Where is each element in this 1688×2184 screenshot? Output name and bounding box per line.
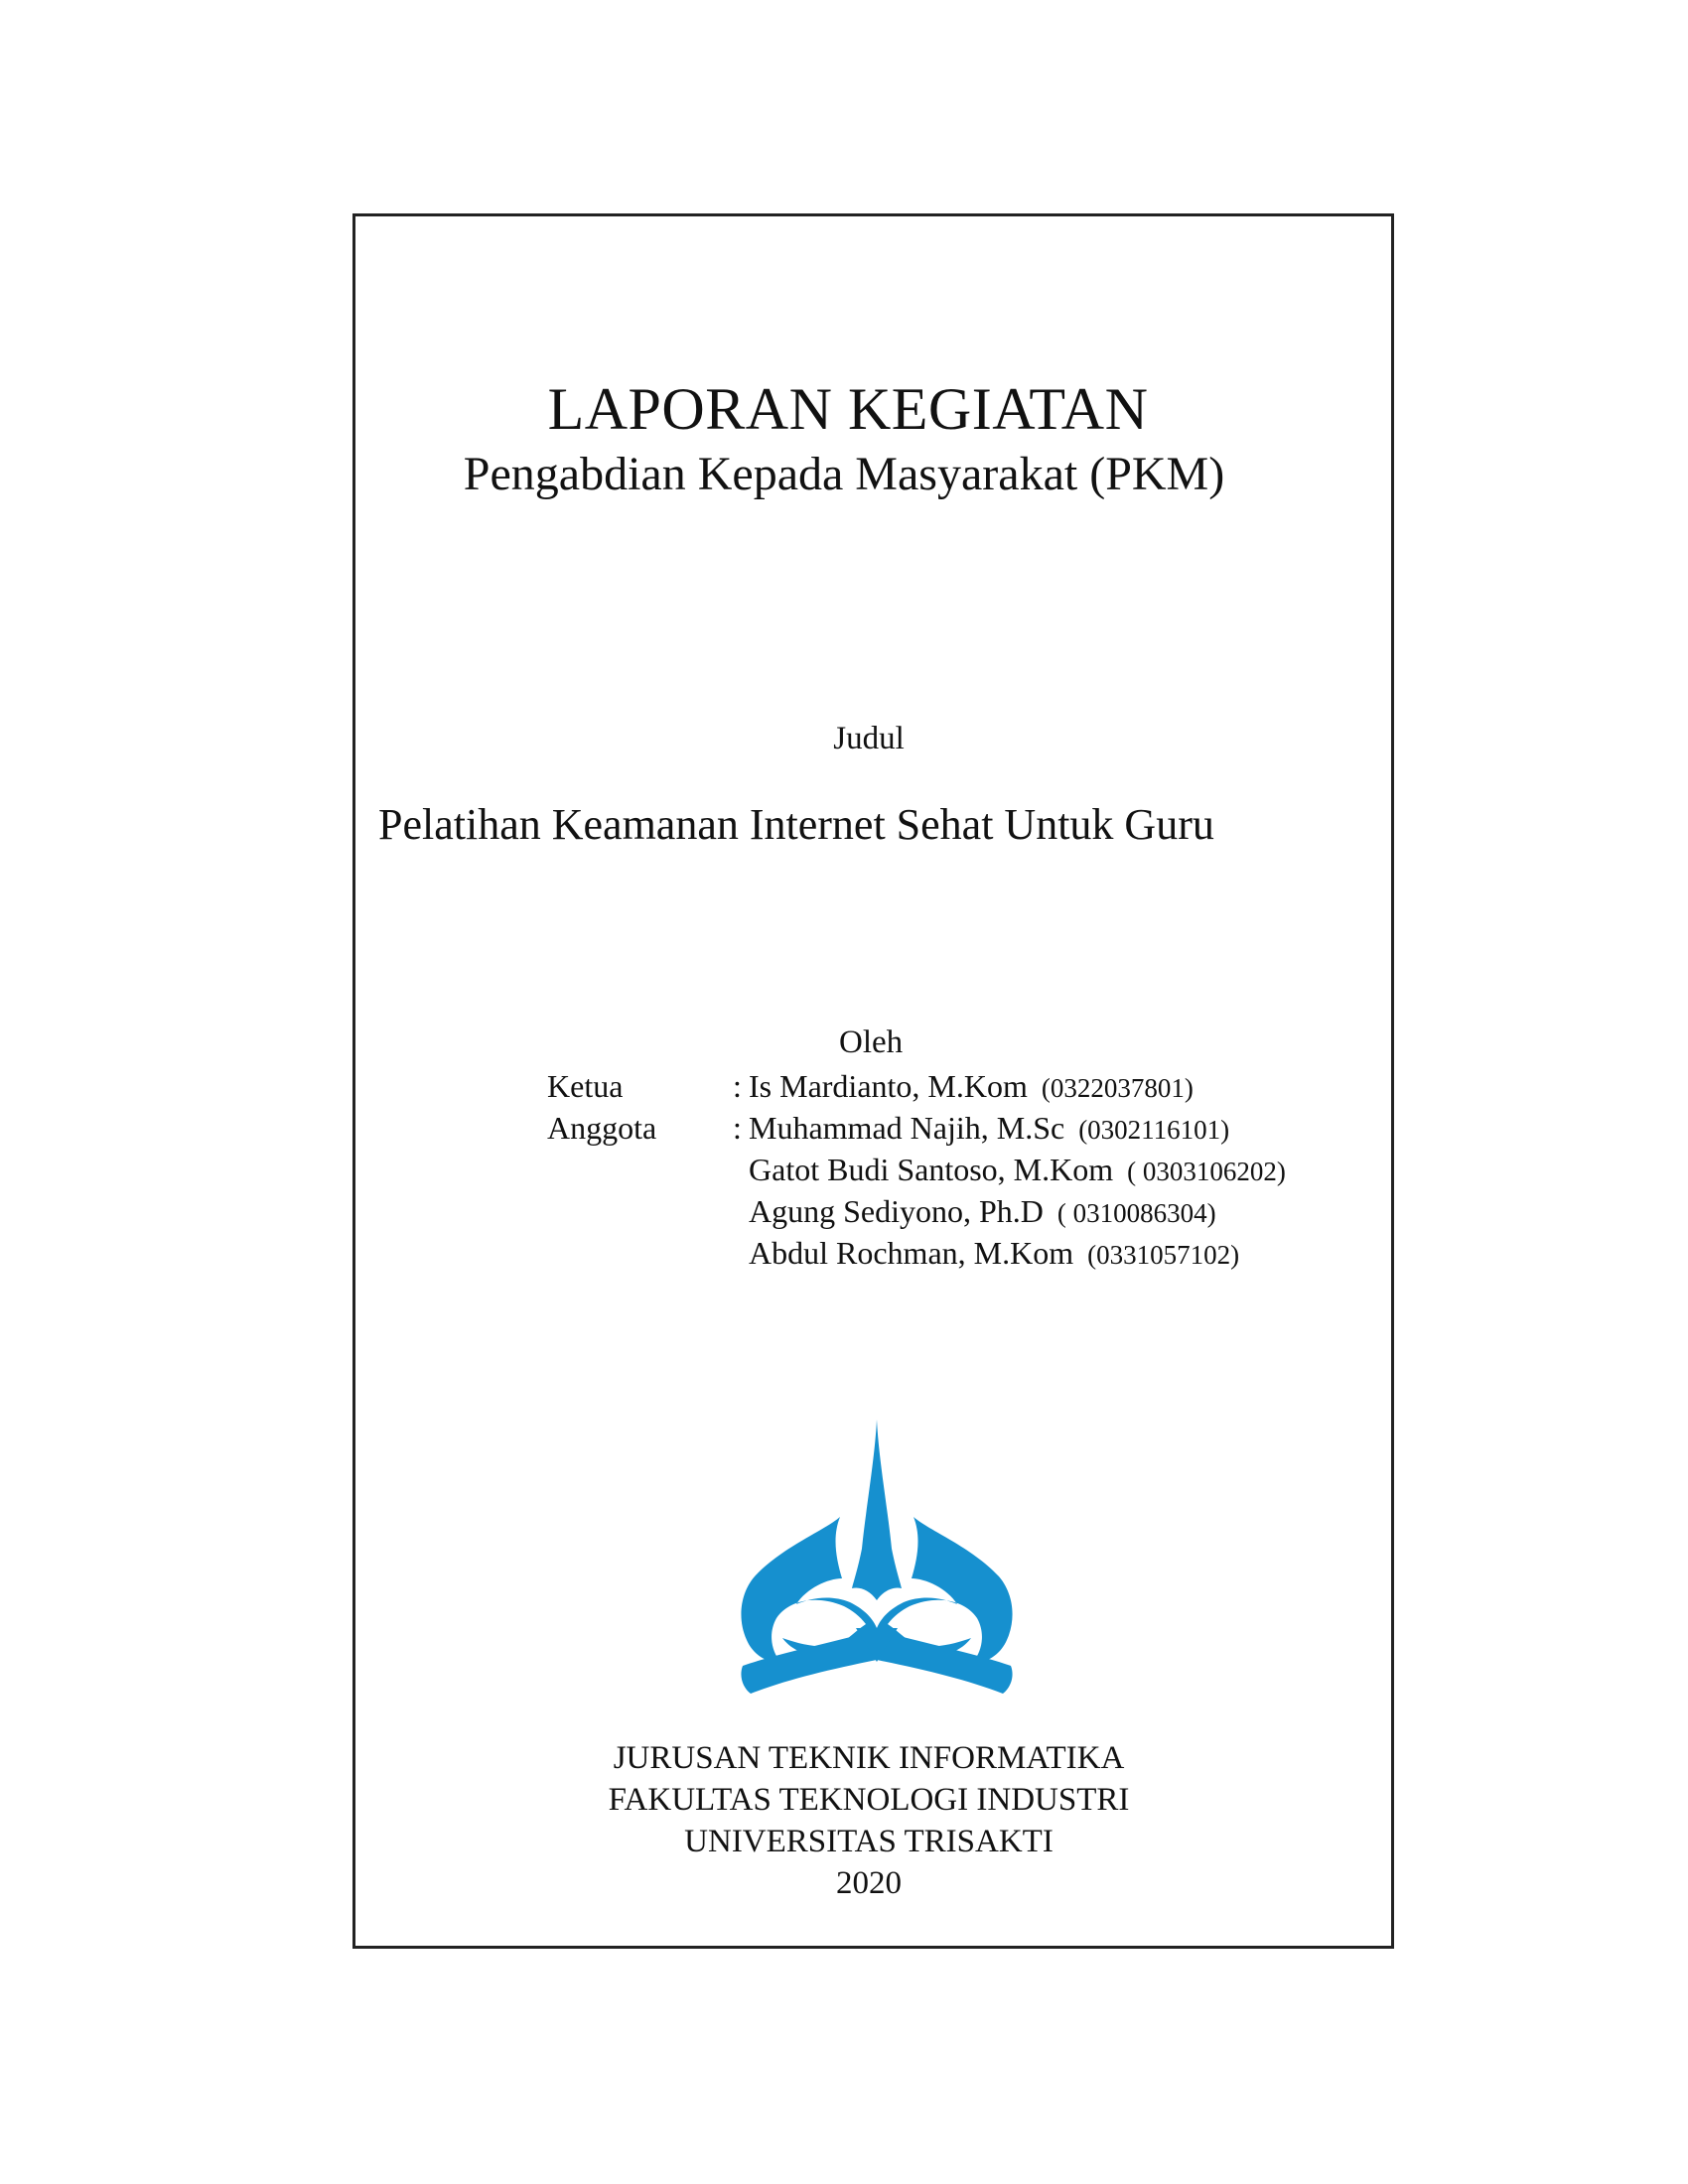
team-row-anggota-2 [547,1149,1286,1190]
university-logo-icon [737,1420,1017,1700]
member-name: Gatot Budi Santoso, M.Kom [749,1152,1114,1187]
member-name: Agung Sediyono, Ph.D [749,1193,1044,1229]
role-anggota: Anggota [547,1110,657,1146]
member-nidn: (0302116101) [1078,1115,1230,1145]
member-nidn: ( 0303106202) [1127,1157,1286,1186]
faculty-line: FAKULTAS TEKNOLOGI INDUSTRI [608,1782,1130,1818]
member-anggota-1 [749,1107,1229,1149]
colon-blank [733,1149,749,1190]
colon: : [733,1110,742,1146]
member-name: Muhammad Najih, M.Sc [749,1110,1065,1146]
judul-text: Pelatihan Keamanan Internet Sehat Untuk Guru [378,800,1214,849]
role-blank [547,1232,733,1274]
role-blank [547,1190,733,1232]
oleh-label: Oleh [839,1024,904,1060]
year-line: 2020 [836,1865,902,1901]
member-nidn: (0322037801) [1041,1073,1194,1103]
footer-block [0,1737,1688,1904]
team-list [547,1065,1286,1274]
member-name: Abdul Rochman, M.Kom [749,1235,1074,1271]
team-row-anggota-4 [547,1232,1286,1274]
university-line: UNIVERSITAS TRISAKTI [684,1824,1054,1859]
role-ketua: Ketua [547,1068,624,1104]
member-anggota-4 [749,1232,1239,1274]
member-anggota-3 [749,1190,1216,1232]
colon-blank [733,1190,749,1232]
team-row-ketua [547,1065,1286,1107]
member-anggota-2 [749,1149,1286,1190]
member-nidn: (0331057102) [1087,1240,1240,1270]
report-title: LAPORAN KEGIATAN [547,376,1149,442]
member-name: Is Mardianto, M.Kom [749,1068,1028,1104]
judul-label: Judul [833,721,905,756]
team-row-anggota-3 [547,1190,1286,1232]
role-blank [547,1149,733,1190]
colon-blank [733,1232,749,1274]
colon: : [733,1068,742,1104]
member-nidn: ( 0310086304) [1056,1198,1216,1228]
report-subtitle: Pengabdian Kepada Masyarakat (PKM) [463,448,1225,500]
member-ketua [749,1065,1194,1107]
department-line: JURUSAN TEKNIK INFORMATIKA [613,1740,1125,1776]
team-row-anggota-1 [547,1107,1286,1149]
